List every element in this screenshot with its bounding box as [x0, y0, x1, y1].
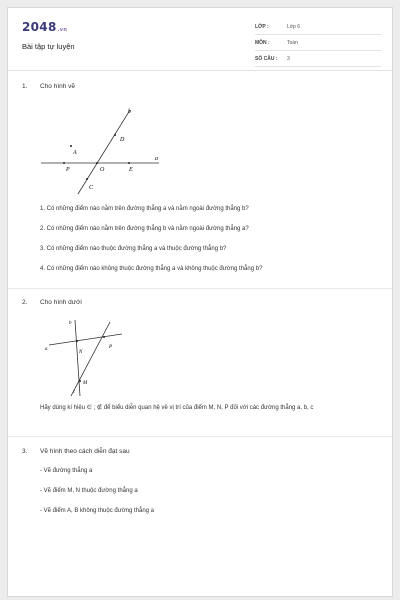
- q1-point-p-dot: [63, 162, 65, 164]
- q1-title: Cho hình vẽ: [40, 83, 76, 90]
- q2-label-p: P: [109, 345, 113, 350]
- meta-label-class: LỚP :: [255, 24, 269, 30]
- q2-label-b: b: [69, 321, 72, 326]
- meta-value-class: Lớp 6: [287, 24, 301, 30]
- q2-point-n-dot: [76, 340, 78, 342]
- q2-number: 2.: [22, 299, 28, 306]
- q2-label-a: a: [45, 347, 48, 352]
- q1-point-e-dot: [128, 162, 130, 164]
- worksheet-page: [7, 7, 393, 597]
- meta-value-subject: Toán: [287, 40, 298, 46]
- meta-info: [255, 23, 381, 71]
- q1-figure: [33, 100, 173, 200]
- q1-point-a-dot: [70, 145, 72, 147]
- q2-line-b: [75, 320, 80, 396]
- section-divider-2: [8, 436, 392, 437]
- q1-point-d-dot: [114, 134, 116, 136]
- q3-item-2: - Vẽ điểm M, N thuộc đường thẳng a: [40, 488, 138, 494]
- q3-item-1: - Vẽ đường thẳng a: [40, 468, 93, 474]
- header-divider: [8, 70, 392, 71]
- q2-line-c: [71, 322, 113, 396]
- section-divider-1: [8, 288, 392, 289]
- meta-row-subject: [255, 39, 381, 51]
- q2-title: Cho hình dưới: [40, 299, 82, 306]
- q1-label-c: C: [89, 185, 94, 191]
- q1-item-2: 2. Có những điểm nào nằm trên đường thẳng b và nằm ngoài đường thẳng a?: [40, 226, 249, 232]
- meta-value-count: 3: [287, 56, 290, 62]
- q1-label-o: O: [100, 167, 105, 173]
- site-logo[interactable]: [22, 20, 67, 34]
- q2-point-p-dot: [103, 336, 105, 338]
- q1-label-d: D: [120, 137, 125, 143]
- q1-item-4: 4. Có những điểm nào không thuộc đường thẳng a và không thuộc đường thẳng b?: [40, 266, 263, 272]
- q1-number: 1.: [22, 83, 28, 90]
- q2-point-m-dot: [79, 380, 81, 382]
- q1-label-e: E: [129, 167, 133, 173]
- q1-point-o-dot: [96, 162, 98, 164]
- page-subtitle: Bài tập tự luyện: [22, 42, 75, 51]
- q2-label-m: M: [83, 381, 88, 386]
- meta-row-count: [255, 55, 381, 67]
- logo-main: 2048: [22, 20, 57, 34]
- q3-number: 3.: [22, 448, 28, 455]
- q2-figure: [33, 310, 133, 400]
- q2-label-n: N: [79, 350, 83, 355]
- q1-item-3: 3. Có những điểm nào thuộc đường thẳng a và thuộc đường thẳng b?: [40, 246, 227, 252]
- q1-line-b: [78, 110, 130, 194]
- q3-title: Vẽ hình theo cách diễn đạt sau: [40, 448, 130, 455]
- q1-label-a-point: A: [73, 150, 77, 156]
- q3-item-3: - Vẽ điểm A, B không thuộc đường thẳng a: [40, 508, 155, 514]
- q2-label-c: c: [73, 390, 76, 395]
- meta-label-count: SỐ CÂU :: [255, 56, 278, 62]
- q1-label-b: b: [128, 109, 131, 115]
- q2-line-a: [49, 334, 122, 345]
- q1-label-a-line: a: [155, 156, 158, 162]
- q2-text: Hãy dùng kí hiệu ∈ ; ∉ để biểu diễn quan hệ về vị trí của điểm M, N, P đối với các đường thẳng a, b, c: [40, 405, 314, 411]
- q1-item-1: 1. Có những điểm nào nằm trên đường thẳng a và nằm ngoài đường thẳng b?: [40, 206, 249, 212]
- q1-label-p: P: [66, 167, 70, 173]
- logo-sub: .vn: [57, 27, 68, 33]
- q1-point-c-dot: [86, 178, 88, 180]
- meta-label-subject: MÔN :: [255, 40, 270, 46]
- meta-row-class: [255, 23, 381, 35]
